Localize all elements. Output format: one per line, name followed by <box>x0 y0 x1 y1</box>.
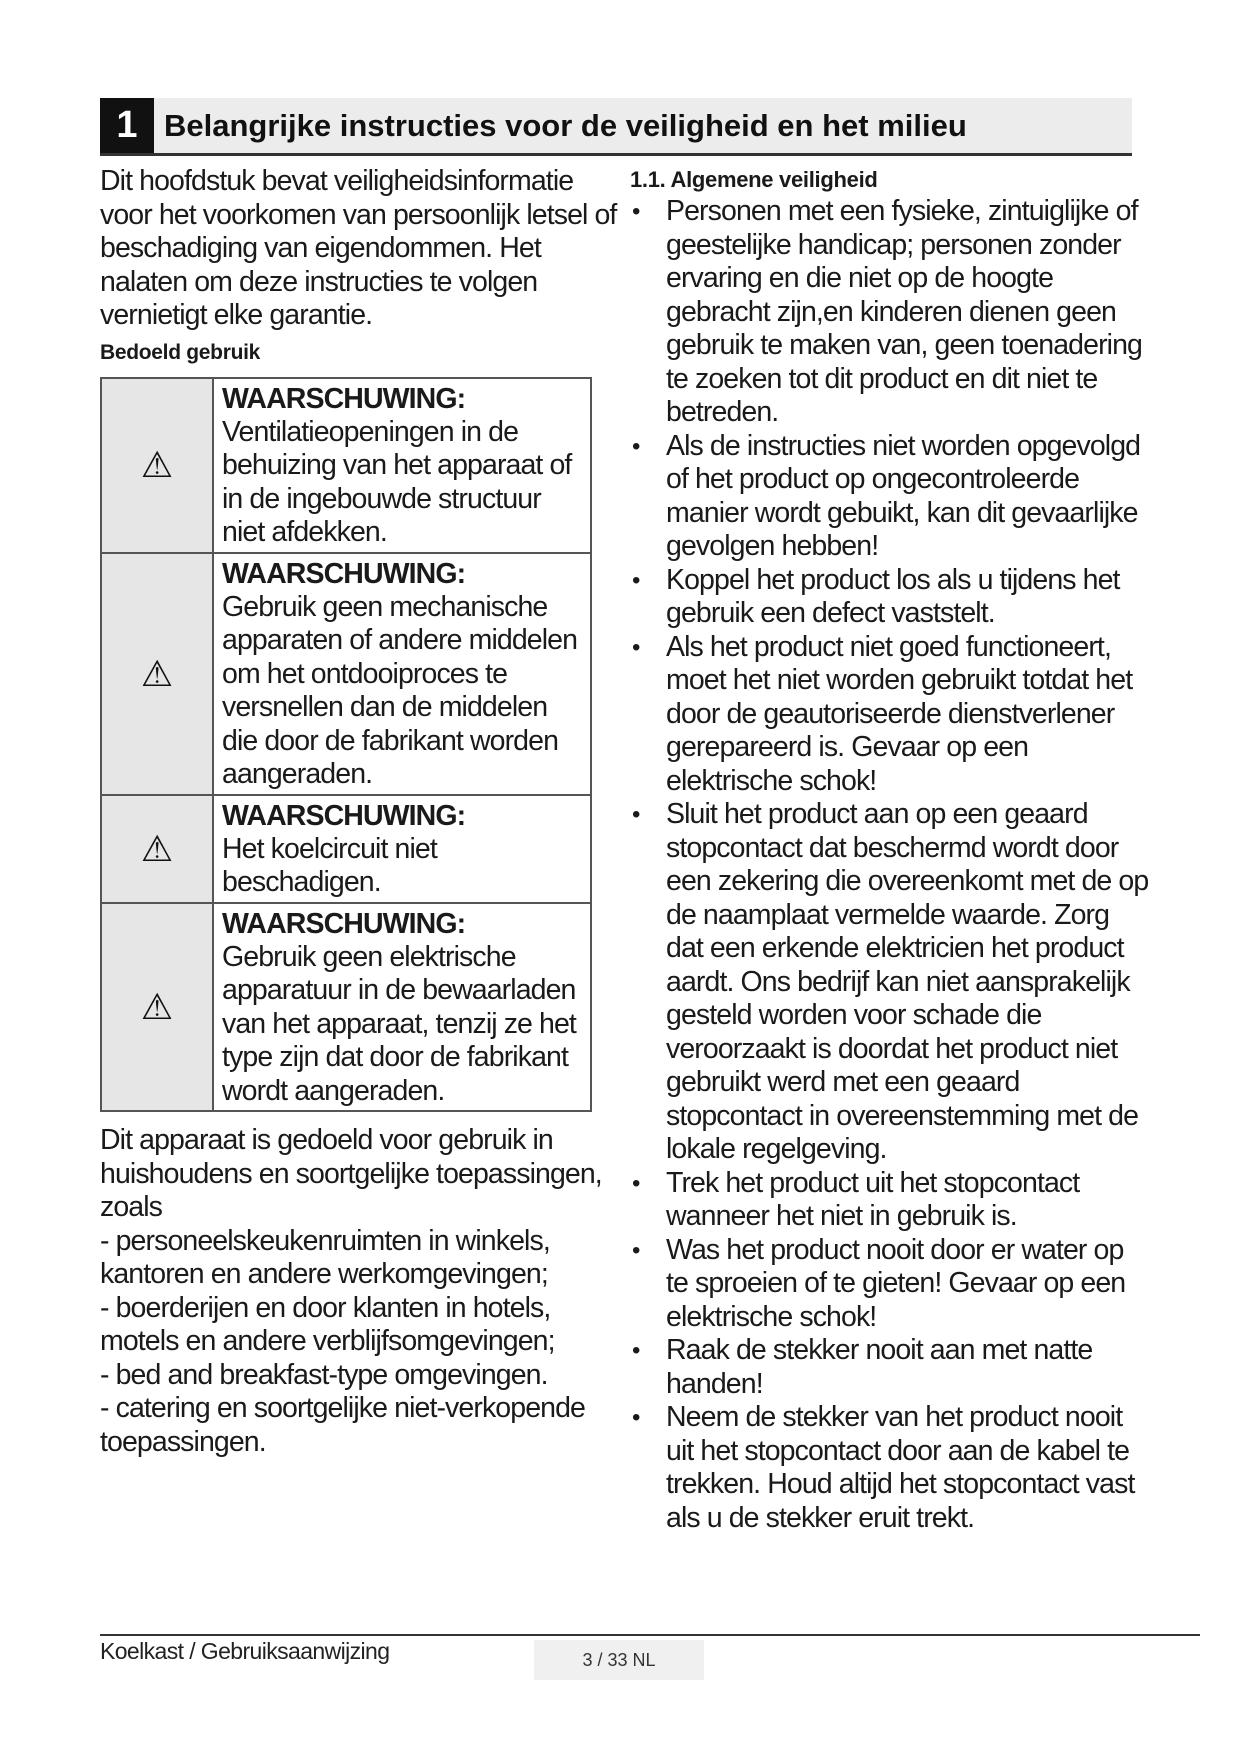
list-item <box>630 1167 1150 1234</box>
warning-triangle-icon: ⚠ <box>140 827 174 869</box>
bullet-text: Koppel het product los als u tijdens het gebruik een defect vaststelt. <box>666 563 1120 629</box>
list-item <box>630 1234 1150 1335</box>
intended-use-heading: Bedoeld gebruik <box>100 340 261 364</box>
warning-title: WAARSCHUWING: <box>222 907 466 940</box>
list-item <box>630 195 1150 430</box>
warning-title: WAARSCHUWING: <box>222 799 466 832</box>
warning-row <box>101 903 591 1112</box>
page-number: 3 / 33 NL <box>534 1640 704 1680</box>
bullet-icon: • <box>632 566 640 594</box>
intro-paragraph: Dit hoofdstuk bevat veiligheidsinformatie voor het voorkomen van persoonlijk letsel of beschadiging van eigendommen. Het nalaten om deze instructies te volgen vernietigt elke garantie. <box>100 165 617 331</box>
safety-bullet-list <box>630 195 1150 1535</box>
bullet-icon: • <box>632 633 640 661</box>
warning-row <box>101 795 591 903</box>
warning-title: WAARSCHUWING: <box>222 557 466 590</box>
bullet-text: Personen met een fysieke, zintuiglijke of geestelijke handicap; personen zonder ervaring en die niet op de hoogte gebracht zijn,en kinderen dienen geen gebruik te maken van, geen toenadering te zoeken tot dit product en dit niet te betreden. <box>666 195 1142 428</box>
warning-text-cell <box>213 553 591 795</box>
warning-triangle-icon: ⚠ <box>140 985 174 1027</box>
bullet-text: Was het product nooit door er water op te sproeien of te gieten! Gevaar op een elektrische schok! <box>666 1233 1126 1333</box>
warning-triangle-icon: ⚠ <box>140 444 174 485</box>
bullet-icon: • <box>632 1236 640 1264</box>
usage-intro: Dit apparaat is gedoeld voor gebruik in huishoudens en soortgelijke toepassingen, zoals <box>100 1124 602 1223</box>
chapter-header <box>100 98 1132 156</box>
bullet-text: Trek het product uit het stopcontact wanneer het niet in gebruik is. <box>666 1166 1080 1232</box>
warning-triangle-icon: ⚠ <box>140 652 174 694</box>
warning-icon-cell <box>101 903 213 1112</box>
usage-item: - personeelskeukenruimten in winkels, kantoren en andere werkomgevingen; <box>100 1224 550 1290</box>
list-item <box>630 631 1150 799</box>
bullet-icon: • <box>632 1404 640 1431</box>
warning-icon-cell <box>101 378 213 553</box>
right-column <box>630 165 1150 1535</box>
chapter-title: Belangrijke instructies voor de veiligheid en het milieu <box>164 108 967 143</box>
warning-text-cell <box>213 795 591 903</box>
footer-document-name: Koelkast / Gebruiksaanwijzing <box>100 1638 390 1664</box>
bullet-icon: • <box>632 1169 640 1197</box>
warning-text: Gebruik geen mechanische apparaten of andere middelen om het ontdooiproces te versnellen dan de middelen die door de fabrikant worden aangeraden. <box>222 590 578 790</box>
list-item <box>630 1401 1150 1535</box>
bullet-icon: • <box>632 1337 640 1364</box>
list-item <box>630 1334 1150 1401</box>
left-column <box>100 165 620 1459</box>
warning-text-cell <box>213 903 591 1112</box>
bullet-text: Sluit het product aan op een geaard stopcontact dat beschermd wordt door een zekering die overeenkomt met de op de naamplaat vermelde waarde. Zorg dat een erkende elektricien het product aardt. Ons bedrijf kan niet aansprakelijk gesteld worden voor schade die veroorzaakt is doordat het product niet gebruikt werd met een geaard stopcontact in overeenstemming met de lokale regelgeving. <box>666 798 1149 1165</box>
general-safety-heading: 1.1. Algemene veiligheid <box>630 167 878 192</box>
bullet-text: Als het product niet goed functioneert, moet het niet worden gebruikt totdat het door de geautoriseerde dienstverlener gerepareerd is. Gevaar op een elektrische schok! <box>666 630 1133 797</box>
usage-item: - boerderijen en door klanten in hotels, motels en andere verblijfsomgevingen; <box>100 1291 555 1357</box>
bullet-text: Neem de stekker van het product nooit uit het stopcontact door aan de kabel te trekken. Houd altijd het stopcontact vast als u de stekker eruit trekt. <box>666 1401 1135 1534</box>
usage-item: - bed and breakfast-type omgevingen. <box>100 1358 548 1391</box>
list-item <box>630 564 1150 631</box>
bullet-icon: • <box>632 198 640 225</box>
bullet-icon: • <box>632 432 640 460</box>
warning-text-cell <box>213 378 591 553</box>
warnings-table <box>100 377 592 1113</box>
bullet-text: Als de instructies niet worden opgevolgd of het product op ongecontroleerde manier wordt gebuikt, kan dit gevaarlijke gevolgen hebben! <box>666 429 1141 562</box>
warning-text: Ventilatieopeningen in de behuizing van het apparaat of in de ingebouwde structuur niet afdekken. <box>222 415 572 548</box>
list-item <box>630 798 1150 1167</box>
warning-row <box>101 378 591 553</box>
warning-text: Het koelcircuit niet beschadigen. <box>222 832 437 898</box>
bullet-text: Raak de stekker nooit aan met natte handen! <box>666 1334 1093 1400</box>
usage-item: - catering en soortgelijke niet-verkopende toepassingen. <box>100 1392 585 1458</box>
warning-icon-cell <box>101 553 213 795</box>
warning-title: WAARSCHUWING: <box>222 382 466 415</box>
warning-row <box>101 553 591 795</box>
bullet-icon: • <box>632 801 640 828</box>
warning-icon-cell <box>101 795 213 903</box>
chapter-number: 1 <box>100 98 154 153</box>
warning-text: Gebruik geen elektrische apparatuur in de bewaarladen van het apparaat, tenzij ze het type zijn dat door de fabrikant wordt aangeraden. <box>222 940 576 1107</box>
footer-divider <box>100 1634 1200 1636</box>
list-item <box>630 430 1150 564</box>
usage-section <box>100 1124 620 1459</box>
